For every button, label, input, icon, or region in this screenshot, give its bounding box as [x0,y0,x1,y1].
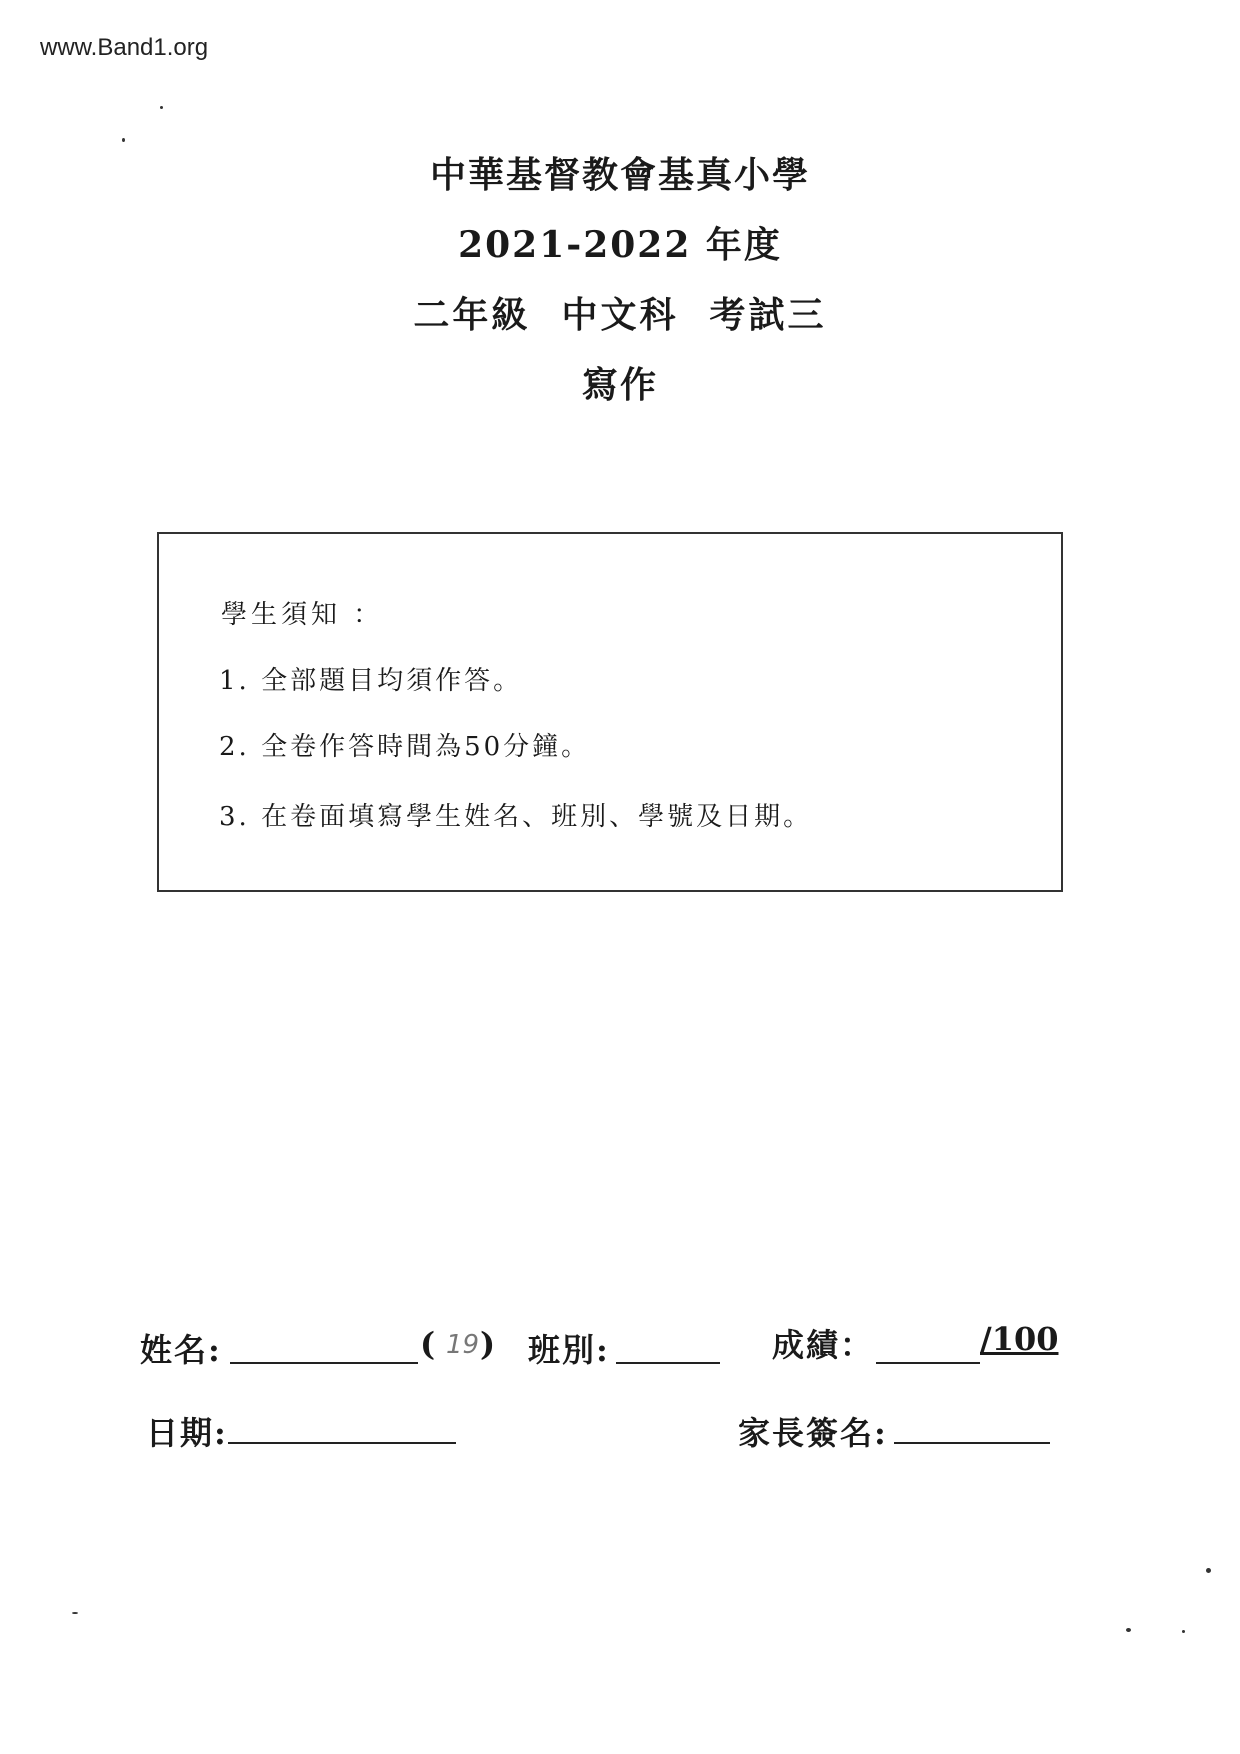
parent-signature-line[interactable] [894,1442,1050,1444]
scan-speck [1182,1630,1185,1633]
academic-year: 2021-2022 年度 [458,224,782,266]
name-line[interactable] [230,1362,418,1364]
scan-speck [1206,1568,1211,1573]
date-label: 日期: [146,1414,228,1452]
notice-item-1: 1. 全部題目均須作答。 [219,666,523,696]
school-name: 中華基督教會基真小學 [429,154,810,196]
class-line[interactable] [616,1362,720,1364]
scan-speck [1126,1628,1131,1632]
score-line[interactable] [876,1362,980,1364]
notice-item-2: 2. 全卷作答時間為50分鐘。 [219,732,591,762]
scan-speck [160,106,163,109]
paren-close: ) [480,1325,496,1363]
paren-open: ( [420,1325,436,1363]
watermark-url: www.Band1.org [40,34,209,61]
parent-signature-label: 家長簽名: [738,1414,888,1452]
paper-title: 寫作 [581,364,658,406]
score-label: 成績： [772,1326,875,1364]
class-label: 班別: [528,1331,610,1369]
name-label: 姓名: [140,1331,222,1369]
student-number: 19 [446,1330,480,1360]
scan-speck [122,138,125,142]
date-line[interactable] [228,1442,456,1444]
scan-speck [72,1612,78,1614]
exam-subtitle: 二年級 中文科 考試三 [413,294,827,336]
exam-title-block [0,140,1240,420]
notice-item-3: 3. 在卷面填寫學生姓名、班別、學號及日期。 [219,802,813,832]
student-notice-box [157,532,1063,892]
score-total: /100 [980,1320,1059,1358]
notice-heading: 學生須知 ： [221,600,384,630]
